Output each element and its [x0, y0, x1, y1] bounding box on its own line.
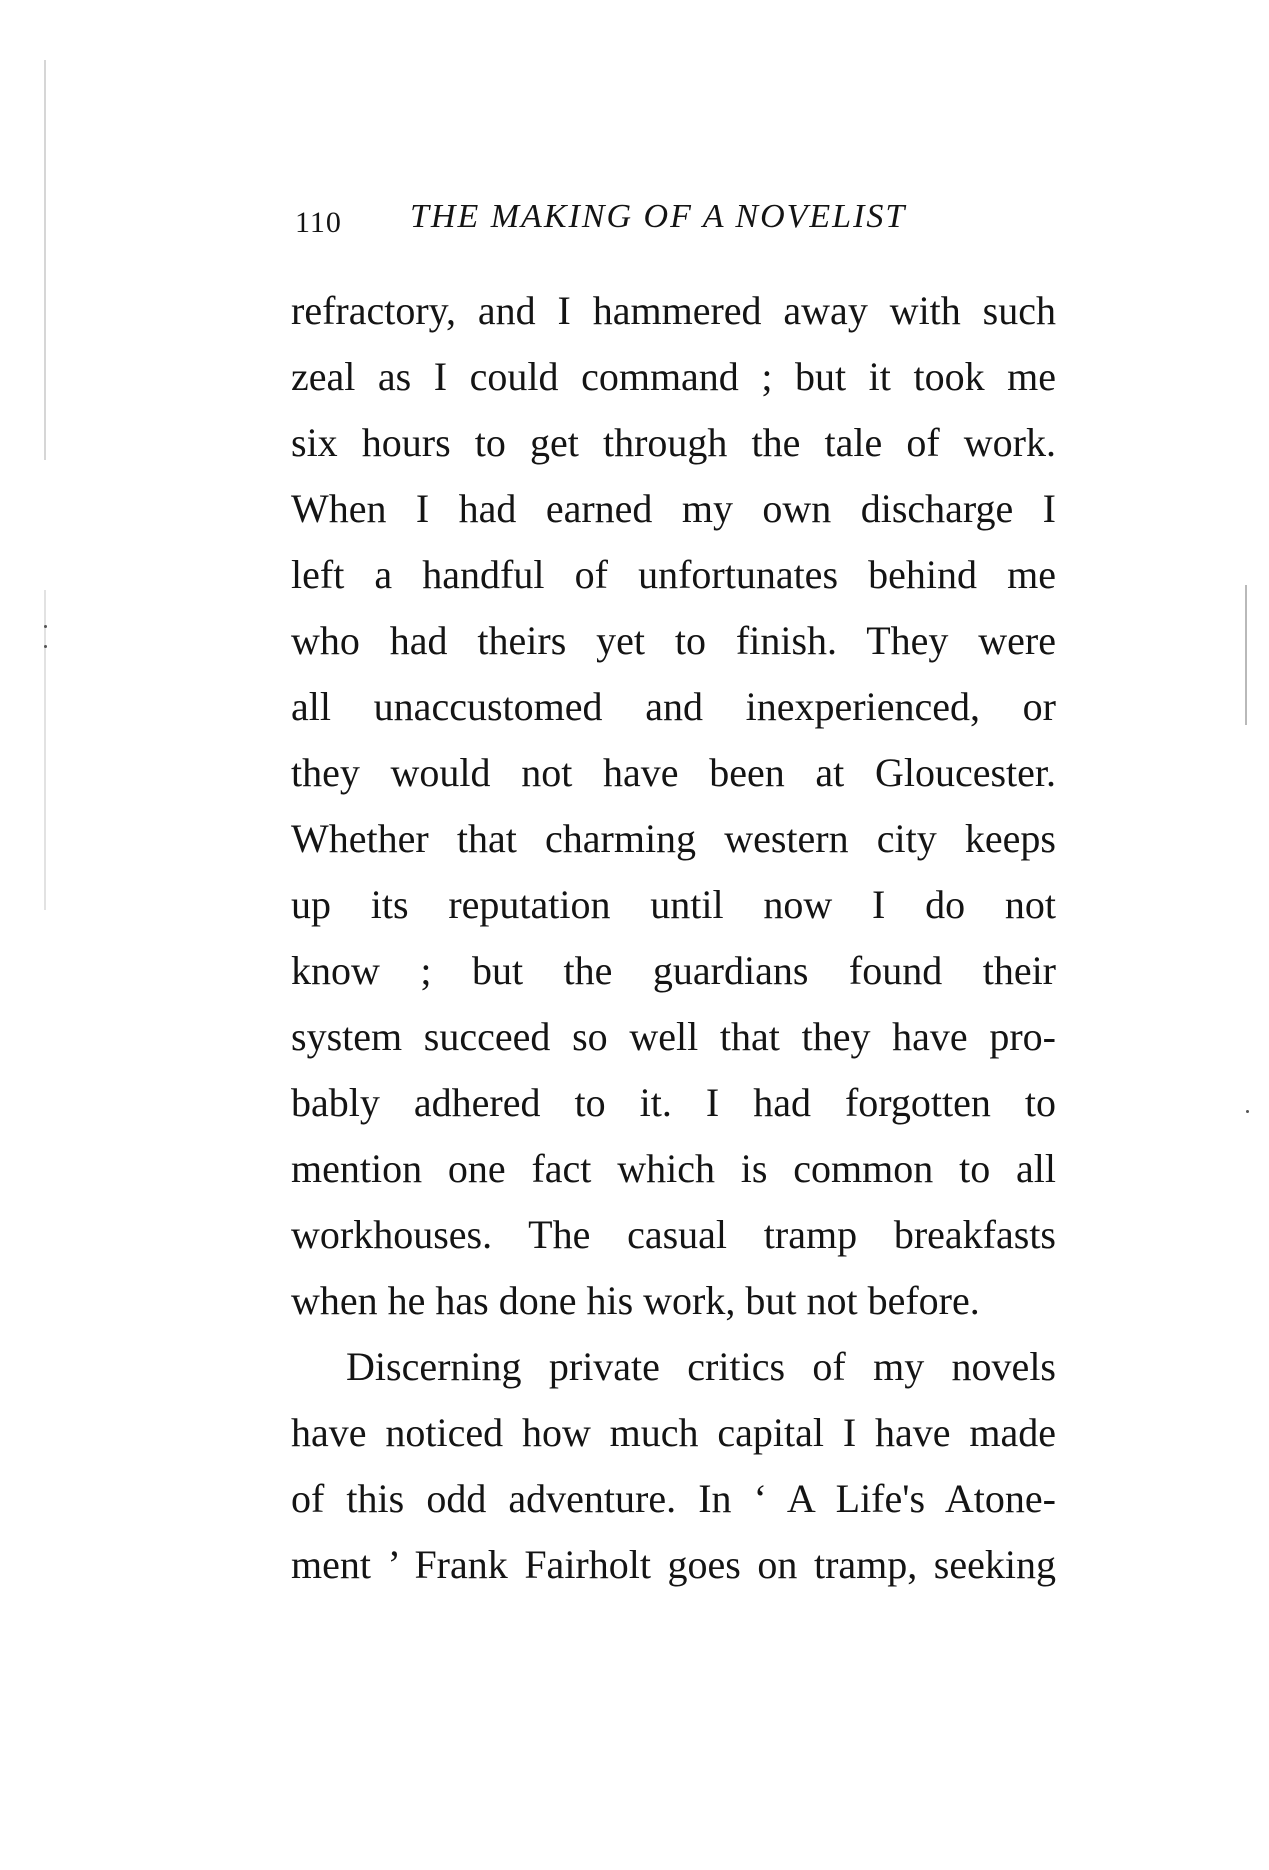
text-line: who had theirs yet to finish. They were: [291, 618, 1056, 663]
text-line: system succeed so well that they have pro-: [291, 1014, 1056, 1059]
text-line: all unaccustomed and inexperienced, or: [291, 684, 1056, 729]
scan-edge-left: [44, 60, 46, 460]
text-line: zeal as I could command ; but it took me: [291, 354, 1056, 399]
text-line: of this odd adventure. In ‘ A Life's Atone-: [291, 1476, 1056, 1521]
text-line: when he has done his work, but not before.: [291, 1278, 980, 1323]
scan-speck: [44, 625, 47, 628]
text-line: six hours to get through the tale of work.: [291, 420, 1056, 465]
text-line: know ; but the guardians found their: [291, 948, 1056, 993]
running-title: THE MAKING OF A NOVELIST: [410, 198, 907, 235]
scan-edge-right: [1245, 585, 1247, 725]
scan-edge-left-lower: [44, 590, 46, 910]
text-line: refractory, and I hammered away with such: [291, 288, 1056, 333]
text-line: ment ’ Frank Fairholt goes on tramp, seeking: [291, 1542, 1056, 1587]
paragraph-first-line: Discerning private critics of my novels: [346, 1344, 1056, 1389]
text-line: up its reputation until now I do not: [291, 882, 1056, 927]
text-line: workhouses. The casual tramp breakfasts: [291, 1212, 1056, 1257]
text-line: left a handful of unfortunates behind me: [291, 552, 1056, 597]
text-line: mention one fact which is common to all: [291, 1146, 1056, 1191]
page-number: 110: [295, 206, 342, 239]
text-line: have noticed how much capital I have made: [291, 1410, 1056, 1455]
text-line: bably adhered to it. I had forgotten to: [291, 1080, 1056, 1125]
running-head: [295, 198, 1055, 248]
text-line: When I had earned my own discharge I: [291, 486, 1056, 531]
text-line: Whether that charming western city keeps: [291, 816, 1056, 861]
scan-speck: [1246, 1110, 1249, 1113]
text-line: they would not have been at Gloucester.: [291, 750, 1056, 795]
scan-speck: [44, 645, 47, 648]
body-text: [291, 278, 1056, 1598]
